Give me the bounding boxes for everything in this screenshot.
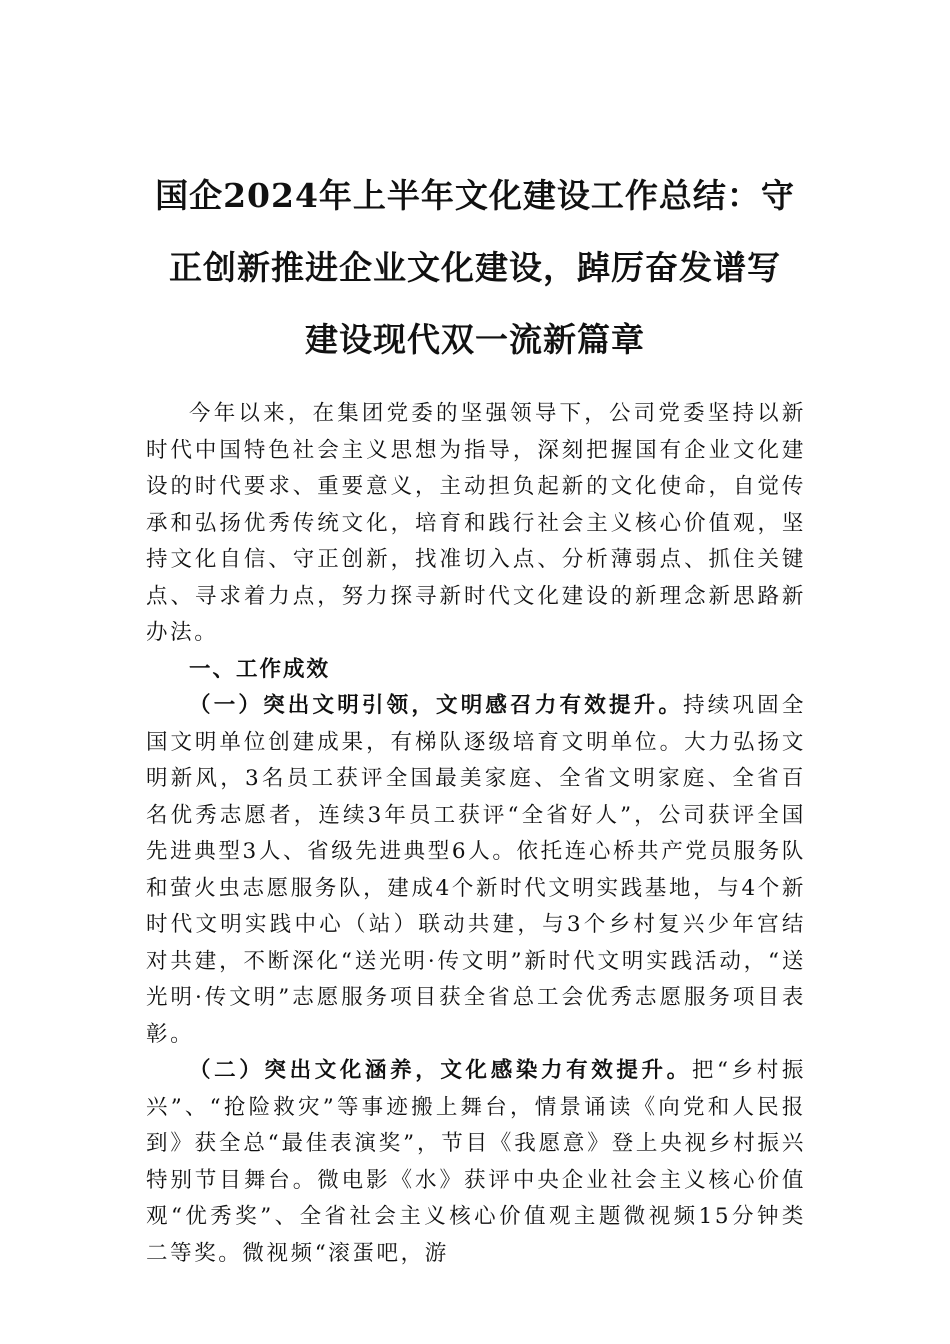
section-heading-achievements: 一、工作成效 <box>189 656 331 682</box>
item-2-lead: （二）突出文化涵养，文化感染力有效提升。 <box>189 1058 692 1083</box>
paragraph-item-2 <box>146 1053 806 1272</box>
document-title <box>140 160 810 376</box>
title-line-2: 正创新推进企业文化建设，踔厉奋发谱写 <box>169 248 781 287</box>
title-line-1: 国企2024年上半年文化建设工作总结：守 <box>155 176 795 215</box>
item-1-text: 持续巩固全国文明单位创建成果，有梯队逐级培育文明单位。大力弘扬文明新风，3名员工获评全国最美家庭、全省文明家庭、全省百名优秀志愿者，连续3年员工获评“全省好人”，公司获评全国先进典型3人、省级先进典型6人。依托连心桥共产党员服务队和萤火虫志愿服务队，建成4个新时代文明实践基地，与4个新时代文明实践中心（站）联动共建，与3个乡村复兴少年宫结对共建，不断深化“送光明·传文明”新时代文明实践活动，“送光明·传文明”志愿服务项目获全省总工会优秀志愿服务项目表彰。 <box>146 693 806 1047</box>
intro-paragraph: 今年以来，在集团党委的坚强领导下，公司党委坚持以新时代中国特色社会主义思想为指导，深刻把握国有企业文化建设的时代要求、重要意义，主动担负起新的文化使命，自觉传承和弘扬优秀传统文化，培育和践行社会主义核心价值观，坚持文化自信、守正创新，找准切入点、分析薄弱点、抓住关键点、寻求着力点，努力探寻新时代文化建设的新理念新思路新办法。 <box>146 401 806 645</box>
item-1-lead: （一）突出文明引领，文明感召力有效提升。 <box>189 693 684 718</box>
document-body <box>146 396 806 1272</box>
paragraph-item-1 <box>146 688 806 1053</box>
item-2-text: 把“乡村振兴”、“抢险救灾”等事迹搬上舞台，情景诵读《向党和人民报到》获全总“最佳表演奖”，节目《我愿意》登上央视乡村振兴特别节目舞台。微电影《水》获评中央企业社会主义核心价值观“优秀奖”、全省社会主义核心价值观主题微视频15分钟类二等奖。微视频“滚蛋吧，游 <box>146 1058 806 1266</box>
title-line-3: 建设现代双一流新篇章 <box>305 320 645 359</box>
